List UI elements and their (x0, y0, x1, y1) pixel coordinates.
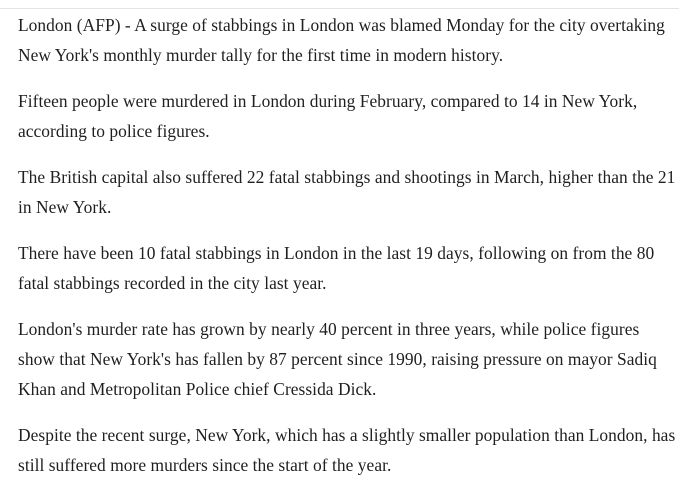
article-paragraph-4: There have been 10 fatal stabbings in London in the last 19 days, following on from the 80 fatal stabbings recorded in the city last year. (18, 243, 655, 293)
top-divider (0, 8, 679, 9)
article-body (18, 10, 676, 480)
article-paragraph-6: Despite the recent surge, New York, which has a slightly smaller population than London, has still suffered more murders since the start of the year. (18, 425, 676, 475)
article-paragraph-3: The British capital also suffered 22 fatal stabbings and shootings in March, higher than the 21 in New York. (18, 167, 676, 217)
article-paragraph-2: Fifteen people were murdered in London during February, compared to 14 in New York, according to police figures. (18, 91, 638, 141)
article-paragraph-5: London's murder rate has grown by nearly 40 percent in three years, while police figures show that New York's has fallen by 87 percent since 1990, raising pressure on mayor Sadiq Khan and Metropolitan Police chief Cressida Dick. (18, 319, 657, 399)
article-paragraph-1: London (AFP) - A surge of stabbings in London was blamed Monday for the city overtaking New York's monthly murder tally for the first time in modern history. (18, 15, 665, 65)
